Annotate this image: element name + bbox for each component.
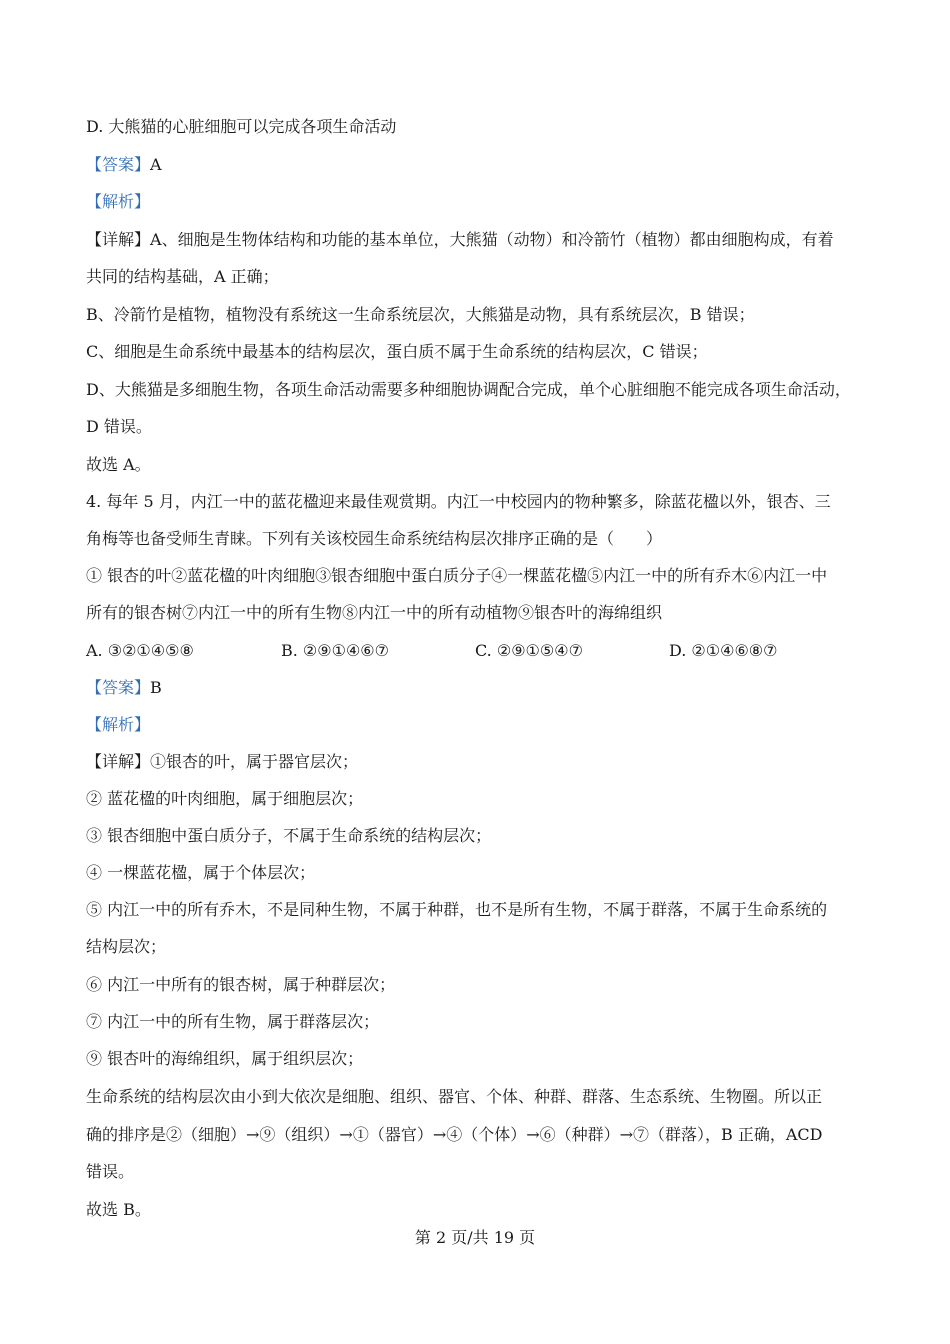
q3-detail-line: 共同的结构基础，A 正确；	[86, 267, 279, 286]
q3-analysis-tag: 【解析】	[86, 192, 151, 211]
answer-value: A	[150, 155, 162, 174]
q4-detail-line: 确的排序是②（细胞）→⑨（组织）→①（器官）→④（个体）→⑥（种群）→⑦（群落），B 正确，ACD	[86, 1125, 823, 1144]
q4-stem-line: 所有的银杏树⑦内江一中的所有生物⑧内江一中的所有动植物⑨银杏叶的海绵组织	[86, 603, 663, 622]
page-footer: 第 2 页/共 19 页	[414, 1228, 536, 1247]
q4-detail-line: ⑦ 内江一中的所有生物，属于群落层次；	[86, 1012, 380, 1031]
q4-stem-line: ① 银杏的叶②蓝花楹的叶肉细胞③银杏细胞中蛋白质分子④一棵蓝花楹⑤内江一中的所有乔木⑥内江一中	[86, 566, 828, 585]
q3-detail-line: D、大熊猫是多细胞生物，各项生命活动需要多种细胞协调配合完成，单个心脏细胞不能完成各项生命活动，	[86, 380, 851, 399]
q4-answer	[86, 678, 876, 698]
q4-analysis-tag: 【解析】	[86, 715, 151, 734]
q4-stem-line: 角梅等也备受师生青睐。下列有关该校园生命系统结构层次排序正确的是（ ）	[86, 529, 663, 548]
q4-detail-line: 结构层次；	[86, 937, 167, 956]
q4-detail-line: ② 蓝花楹的叶肉细胞，属于细胞层次；	[86, 789, 364, 808]
answer-value: B	[150, 678, 162, 697]
q3-conclusion: 故选 A。	[86, 455, 151, 474]
answer-tag: 【答案】	[86, 155, 151, 174]
q4-option-d: D. ②①④⑥⑧⑦	[669, 641, 778, 660]
q4-detail-line: ⑥ 内江一中所有的银杏树，属于种群层次；	[86, 975, 396, 994]
q4-detail-line: ⑤ 内江一中的所有乔木，不是同种生物，不属于种群，也不是所有生物，不属于群落，不属于生命系统的	[86, 900, 828, 919]
detail-tag: 【详解】	[86, 230, 151, 249]
q3-answer	[86, 155, 876, 175]
q3-detail-line	[86, 230, 876, 250]
q4-detail-line: ④ 一棵蓝花楹，属于个体层次；	[86, 863, 316, 882]
q4-detail-line: 生命系统的结构层次由小到大依次是细胞、组织、器官、个体、种群、群落、生态系统、生物圈。所以正	[86, 1087, 823, 1106]
q4-conclusion: 故选 B。	[86, 1200, 151, 1219]
q4-detail-line: ⑨ 银杏叶的海绵组织，属于组织层次；	[86, 1049, 364, 1068]
q4-option-b: B. ②⑨①④⑥⑦	[281, 641, 389, 660]
detail-text: A、细胞是生物体结构和功能的基本单位，大熊猫（动物）和冷箭竹（植物）都由细胞构成，有着	[150, 230, 834, 249]
detail-tag: 【详解】	[86, 752, 151, 771]
q4-detail-line: ③ 银杏细胞中蛋白质分子，不属于生命系统的结构层次；	[86, 826, 492, 845]
q4-option-c: C. ②⑨①⑤④⑦	[475, 641, 583, 660]
q3-detail-line: B、冷箭竹是植物，植物没有系统这一生命系统层次，大熊猫是动物，具有系统层次，B 错误；	[86, 305, 755, 324]
q3-detail-line: D 错误。	[86, 417, 152, 436]
answer-tag: 【答案】	[86, 678, 151, 697]
prev-option-d: D. 大熊猫的心脏细胞可以完成各项生命活动	[86, 117, 397, 136]
q4-detail-line	[86, 752, 876, 772]
q4-option-a: A. ③②①④⑤⑧	[86, 641, 194, 660]
q3-detail-line: C、细胞是生命系统中最基本的结构层次，蛋白质不属于生命系统的结构层次，C 错误；	[86, 342, 708, 361]
q4-detail-line: 错误。	[86, 1162, 135, 1181]
q4-stem-line: 4. 每年 5 月，内江一中的蓝花楹迎来最佳观赏期。内江一中校园内的物种繁多，除蓝花楹以外，银杏、三	[86, 492, 831, 511]
detail-text: ①银杏的叶，属于器官层次；	[150, 752, 359, 771]
